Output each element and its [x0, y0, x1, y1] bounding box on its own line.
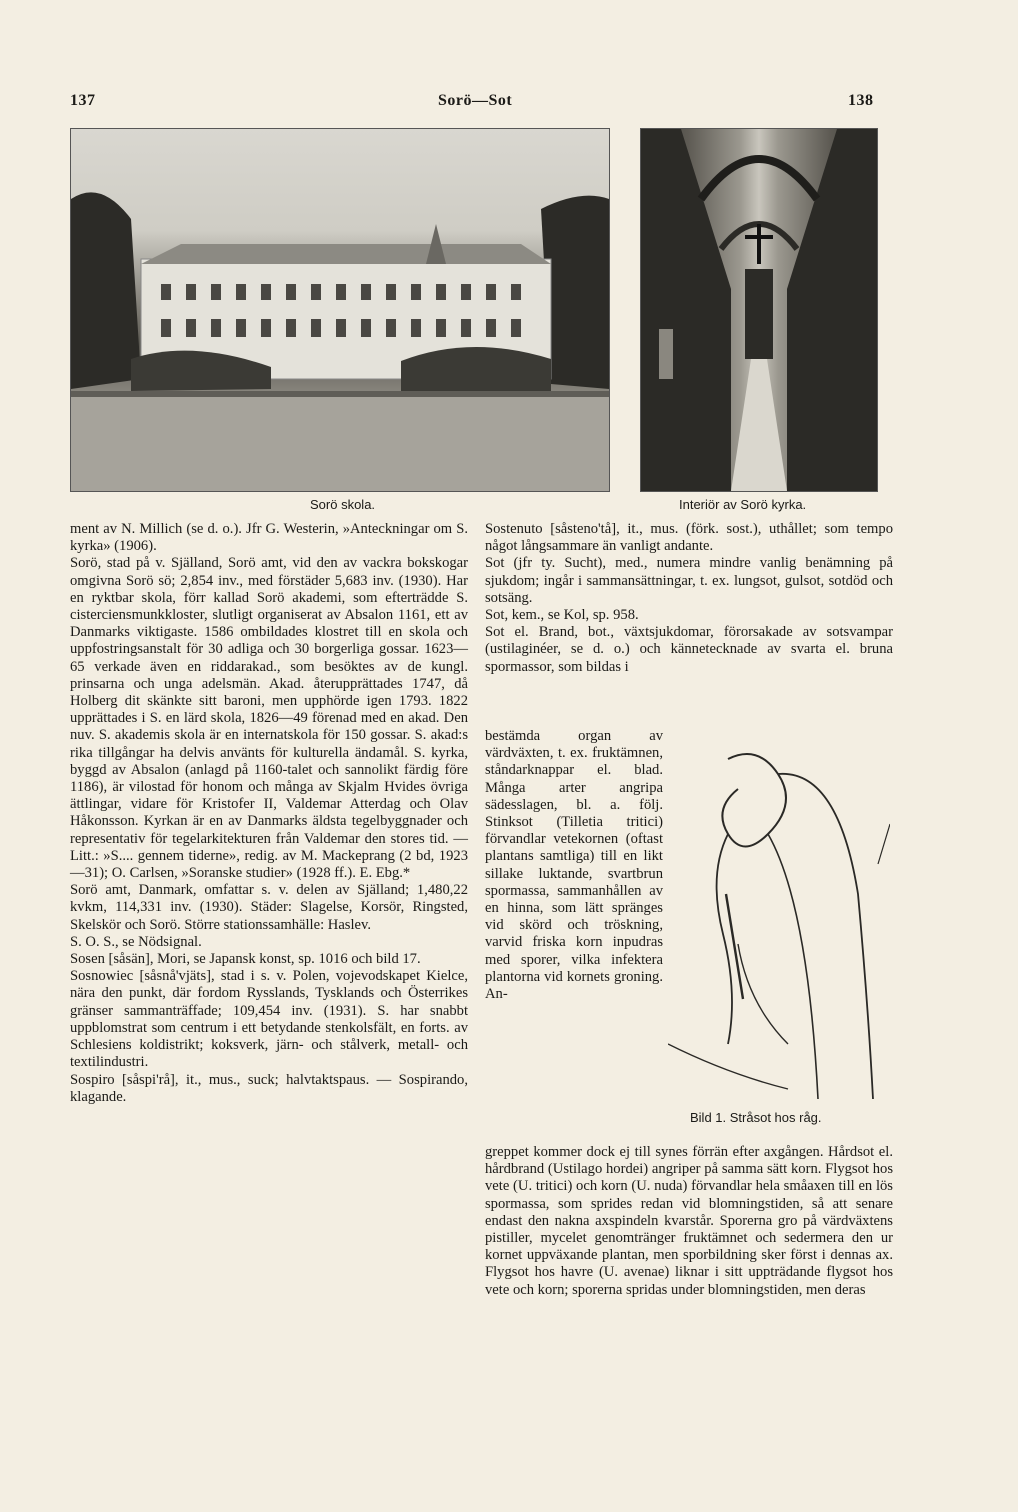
right-column-top: [485, 521, 893, 676]
soro-skola-photo: [70, 128, 610, 492]
paragraph-ment: ment av N. Millich (se d. o.). Jfr G. Westerin, »Anteckningar om S. kyrka» (1906).: [70, 521, 468, 555]
left-column: [70, 521, 468, 1106]
entry-sot-bot: Sot el. Brand, bot., växtsjukdomar, förorsakade av sotsvampar (ustilaginéer, se d. o.) och kännetecknade av svarta el. bruna spormassor, som bildas i: [485, 624, 893, 675]
page-number-right: 138: [848, 92, 874, 109]
entry-sot-bot-cont: bestämda organ av värdväxten, t. ex. fruktämnen, ståndarknappar el. blad. Många arter angripa sädesslagen, bl. a. följ. Stinksot (Tilletia tritici) förvandlar vetekornen (oftast plantans samtliga) till en likt sillake luktande, svartbrun spormassa, sammanhållen av en hinna, som lätt spränges vid skörd och tröskning, varvid friska korn inpudras med sporer, vilka infektera plantorna vid kornets groning. An-: [485, 728, 663, 1003]
page-number-left: 137: [70, 92, 96, 109]
entry-sospiro: Sospiro [såspi'rå], it., mus., suck; halvtaktspaus. — Sospirando, klagande.: [70, 1071, 468, 1105]
entry-sot-kem: Sot, kem., se Kol, sp. 958.: [485, 607, 639, 624]
entry-sosen: Sosen [såsän], Mori, se Japansk konst, sp. 1016 och bild 17.: [70, 951, 421, 968]
soro-skola-caption: Sorö skola.: [310, 497, 376, 512]
right-column-narrow: [485, 728, 663, 1003]
entry-sostenuto: Sostenuto [såsteno'tå], it., mus. (förk. sost.), uthållet; som tempo något långsammare än vanligt andante.: [485, 521, 893, 555]
bild1-caption: Bild 1. Stråsot hos råg.: [690, 1110, 822, 1125]
running-title: Sorö—Sot: [438, 92, 513, 109]
entry-sot-med: Sot (jfr ty. Sucht), med., numera mindre vanlig benämning på sjukdom; ingår i sammansättningar, t. ex. lungsot, gulsot, sotdöd och sotsäng.: [485, 555, 893, 606]
entry-soro: Sorö, stad på v. Själland, Sorö amt, vid den av vackra bokskogar omgivna Sorö sö; 2,854 inv., med förstäder 5,683 inv. (1930). Har en ryktbar skola, förr kallad Sorö akademi, som efterträdde S. cisterciensmunkkloster, slutligt organiserat av Absalon 1161, ett av Danmarks viktigaste. 1586 ombildades klostret till en skola och uppfostringsanstalt för 30 adliga och 30 borgerliga gossar. 1623—65 verkade även en riddarakad., som besöktes av de kungl. prinsarna och unga adelsmän. Akad. återupprättades 1747, då Holberg dit skänkte sitt baroni, men upphörde igen 1793. 1822 upprättades i S. en lärd skola, 1826—49 förenad med en akad. Den nuv. S. akademis skola är en internatskola för 150 gossar. S. akad:s rika tillgångar ha delvis använts för kulturella ändamål. S. kyrka, byggd av Absalon (anlagd på 1160-talet och sannolikt färdig före 1186), är vilostad för honom och många av Skjalm Hvides övriga ättlingar, vidare för Kristofer II, Valdemar Atterdag och Olav Håkonsson. Kyrkan är en av Danmarks äldsta tegelbyggnader och representativ för tegelarkitekturen från Valdemar den stores tid. — Litt.: »S.... gennem tiderne», redig. av M. Mackeprang (2 bd, 1923—31); O. Carlsen, »Soranske studier» (1928 ff.). E. Ebg.*: [70, 555, 468, 882]
right-column-bottom: [485, 1144, 893, 1299]
entry-sosnowiec: Sosnowiec [såsnå'vjäts], stad i s. v. Polen, vojevodskapet Kielce, nära den punkt, där fordom Rysslands, Tysklands och Österrikes gränser sammanträffade; 109,454 inv. (1931). S. har snabbt uppblomstrat som centrum i ett betydande stenkolsfält, en forts. av Schlesiens koldistrikt; koksverk, järn- och stålverk, metall- och textilindustri.: [70, 968, 468, 1071]
entry-sos: S. O. S., se Nödsignal.: [70, 933, 202, 950]
interior-caption: Interiör av Sorö kyrka.: [679, 497, 807, 512]
entry-soro-amt: Sorö amt, Danmark, omfattar s. v. delen av Själland; 1,480,22 kvkm, 114,331 inv. (1930). Städer: Slagelse, Korsör, Ringsted, Skelskör och Sorö. Större stationssamhälle: Haslev.: [70, 882, 468, 933]
entry-sot-bot-end: greppet kommer dock ej till synes förrän efter axgången. Hårdsot el. hårdbrand (Ustilago hordei) angriper på samma sätt korn. Flygsot hos vete (U. tritici) och korn (U. nuda) förvandlar hela småaxen till en lös spormassa, som sprides redan vid blomningstiden, så att senare endast den nakna axspindeln kvarstår. Sporerna gro på värdväxtens pistiller, mycelet genomtränger fruktämnet och sedermera den ur kornet uppväxande plantan, men sporbildning sker först i dennas ax. Flygsot hos havre (U. avenae) liknar i sitt uppträdande flygsot hos vete och korn; sporerna spridas under blomningstiden, men deras: [485, 1144, 893, 1298]
strasot-illustration: [668, 744, 890, 1104]
soro-kyrka-interior-photo: [640, 128, 878, 492]
